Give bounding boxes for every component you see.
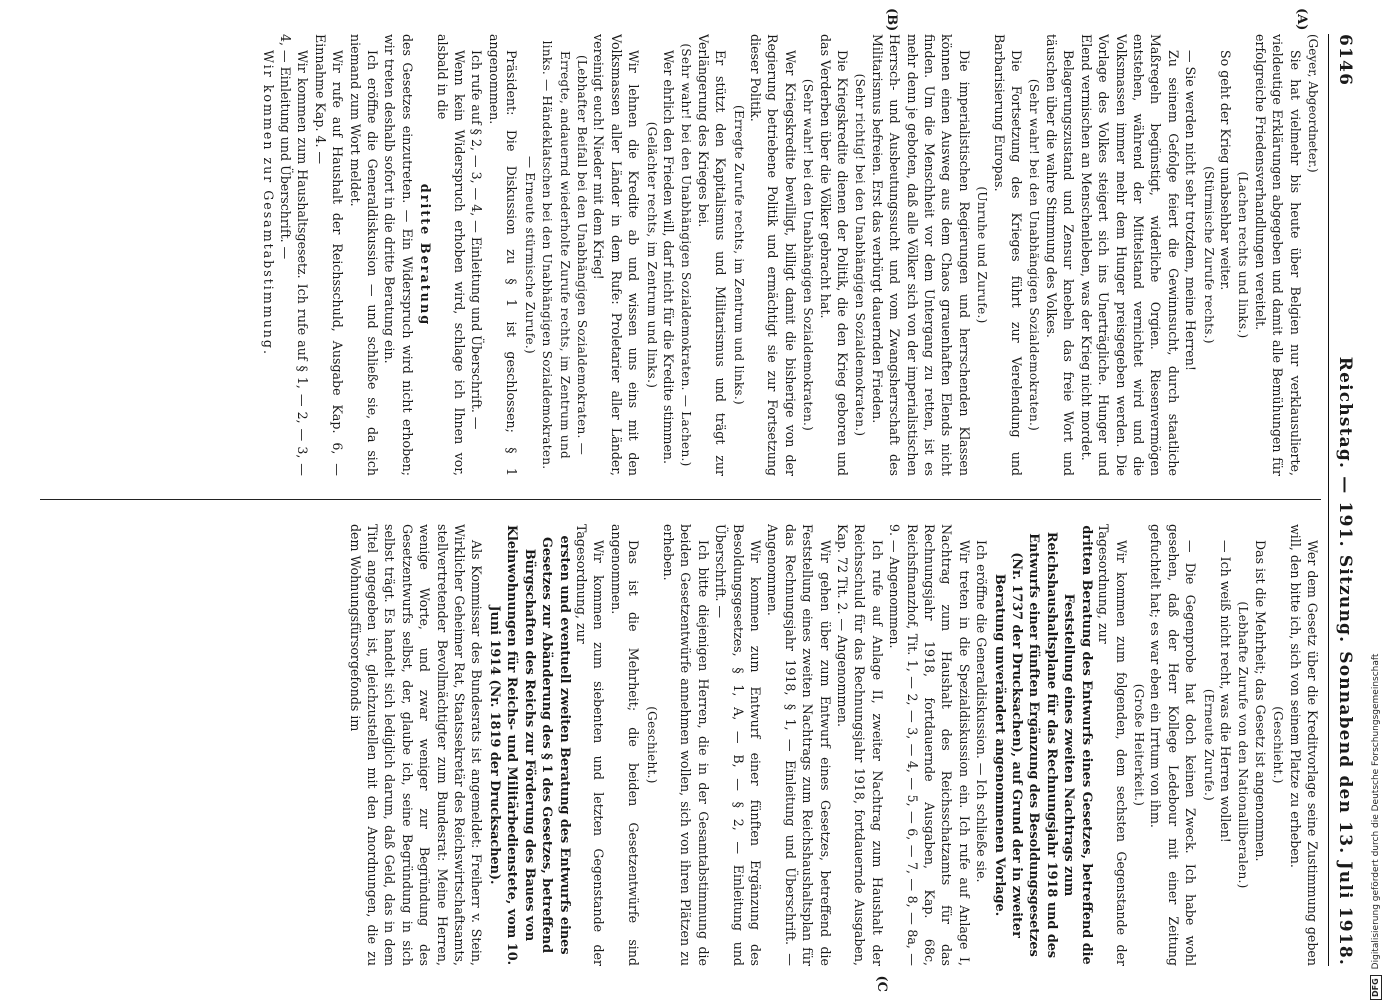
margin-mark-b: (B)	[884, 8, 899, 32]
session-date: Sonnabend den 13. Juli 1918.	[1335, 651, 1355, 966]
paragraph: So geht der Krieg unabsehbar weiter.	[1217, 50, 1233, 291]
paragraph: Wir lehnen die Kredite ab und wissen uns eins mit den Volksmassen aller Länder in dem Rufe: Proletarier aller Länder, vereinigt euch! Nieder mit dem Krieg!	[591, 34, 642, 476]
stage-direction: (Große Heiterkeit.)	[1131, 683, 1146, 807]
digitization-credit	[1369, 8, 1383, 1000]
text-columns	[40, 8, 1321, 992]
paragraph: Wir kommen zum Entwurf einer fünften Ergänzung des Besoldungsgesetzes, § 1, A, — B, — § 2, — Einleitung und Überschrift. —	[713, 524, 763, 966]
paragraph: Er stützt den Kapitalismus und Militarismus und trägt zur Verlängerung des Krieges bei.	[695, 34, 729, 476]
paragraph: Die Fortsetzung des Krieges führt zur Verelendung und Barbarisierung Europas.	[991, 34, 1025, 476]
paragraph: Die Kriegskredite dienen der Politik, die den Krieg geboren und das Verderben über die Völker gebracht hat.	[817, 34, 851, 476]
paragraph: Wer Kriegskredite bewilligt, billigt damit die bisherige von der Regierung betriebene Politik und ermächtigt sie zur Fortsetzung dieser Politik.	[748, 34, 798, 476]
credit-text: Digitalisierung gefördert durch die Deutsche Forschungsgemeinschaft	[1371, 653, 1381, 970]
stage-direction: (Lachen rechts und links.)	[1236, 171, 1251, 339]
section-heading: dritte Beratung	[417, 183, 433, 327]
paragraph: Wer ehrlich den Frieden will, darf nicht für die Kredite stimmen.	[660, 50, 676, 465]
speaker-label: (Geyer, Abgeordneter.)	[1306, 34, 1320, 173]
paragraph: Das ist die Mehrheit; das Gesetz ist angenommen.	[1252, 540, 1268, 862]
paragraph: — Ich weiß nicht recht, was die Herren wollen!	[1217, 540, 1233, 843]
paragraph: Die imperialistischen Regierungen und herrschenden Klassen können einen Ausweg aus dem Chaos grauenhaften Elends nicht finden. Um die Menschheit vor dem Untergang zu retten, ist es mehr denn je geboten, daß alle Völker sich von der imperialistischen Herrsch- und Ausbeutungssucht und vom Zwangsherrschaft des Militarismus befreien. Erst das verbürgt dauernden Frieden.	[869, 34, 972, 476]
stage-direction: (Gelächter rechts, im Zentrum und links.)	[644, 121, 659, 389]
credit-line	[1369, 8, 1383, 1000]
paragraph: Wir kommen zum folgenden, dem sechsten Gegenstande der Tagesordnung, zur	[1096, 524, 1129, 966]
paragraph: Ich rufe auf Anlage II, zweiter Nachtrag zum Haushalt der Reichsschuld für das Rechnungsjahr 1918, fortdauernde Ausgaben, Kap. 72 Tit. 2. — Angenommen.	[835, 524, 885, 966]
paragraph: Wir kommen zur Gesamtabstimmung.	[260, 50, 276, 356]
stage-direction: (Sehr wahr! bei den Unabhängigen Sozialdemokraten.)	[801, 78, 816, 432]
agenda-item-heading: dritten Beratung des Entwurfs eines Gesetzes, betreffend die Feststellung eines zweiten Nachtrags zum Reichshaushaltsplane für das Rechnungsjahr 1918 und des Entwurfs einer fünften Ergänzung des Besoldungsgesetzes (Nr. 1737 der Drucksachen), auf Grund der in zweiter Beratung unverändert angenommenen Vorlage.	[991, 525, 1094, 965]
paragraph: — Die Gegenprobe hat doch keinen Zweck. Ich habe wohl gesehen, daß der Herr Kollege Ledebour mit einer Zeitung gefuchtelt hat; es war eben ein Irrtum von ihm.	[1148, 524, 1199, 966]
paragraph: Ich eröffne die Generaldiskussion. — Ich schließe sie.	[974, 540, 990, 883]
right-column	[40, 524, 1321, 966]
stage-direction: (Lebhafte Zurufe von den Nationalliberalen.)	[1236, 601, 1251, 889]
paragraph: Ich eröffne die Generaldiskussion — und schließe sie, da sich niemand zum Wort meldet.	[347, 34, 381, 476]
paragraph: des Gesetzes einzutreten. — Ein Widerspruch wird nicht erhoben; wir treten deshalb sofort in die dritte Beratung ein.	[382, 34, 415, 476]
page-title: Reichstag. — 191. Sitzung.	[1335, 356, 1355, 644]
paragraph: Sie hat vielmehr bis heute über Belgien nur verklausulierte, vieldeutige Erklärungen abgegeben und damit alle Bemühungen für erfolgreiche Friedensverhandlungen vereitelt.	[1252, 34, 1303, 476]
paragraph: Wir kommen zum Haushaltsgesetz. Ich rufe auf § 1, — 2, — 3, — 4, — Einleitung und Überschrift. —	[278, 34, 311, 476]
paragraph: — Sie werden nicht sehr trotzdem, meine Herren!	[1183, 50, 1199, 371]
paragraph: Ich bitte diejenigen Herren, die in der Gesamtabstimmung die beiden Gesetzentwürfe annehmen wollen, sich von ihren Plätzen zu erheben.	[660, 524, 711, 966]
paragraph: Als Kommissar des Bundesrats ist angemeldet: Freiherr v. Stein, Wirklicher Geheimer Rat, Staatssekretär des Reichswirtschaftsamts, stellvertretender Bevollmächtigter zum Bundesrat: Meine Herren, wenige Worte, und zwar weniger zur Begründung des Gesetzentwurfs selbst, der, glaube ich, seine Begründung in sich selbst trägt. Es handelt sich lediglich darum, daß Geld, das in dem Titel angegeben ist, gleichzustellen mit den Anordnungen, die zu dem Wohnungsfürsorgefonds im	[347, 524, 485, 966]
dfg-logo: DFG	[1370, 975, 1382, 1000]
paragraph: Belagerungszustand und Zensur knebeln das freie Wort und täuschen über die wahre Stimmung des Volkes.	[1043, 34, 1077, 476]
paragraph: Wir rufe auf Haushalt der Reichsschuld, Ausgabe Kap. 6, — Einnahme Kap. 4. —	[312, 34, 346, 476]
margin-mark-a: (A)	[1294, 8, 1309, 31]
stage-direction: (Sehr wahr! bei den Unabhängigen Sozialdemokraten.)	[1027, 78, 1042, 432]
paragraph: Wer dem Gesetz über die Kreditvorlage seine Zustimmung geben will, den bitte ich, sich von seinem Platze zu erheben.	[1287, 524, 1320, 966]
page-header	[1328, 34, 1357, 966]
margin-mark-c: (C	[874, 975, 889, 992]
stage-direction: (Unruhe und Zurufe.)	[975, 186, 990, 324]
left-column	[40, 34, 1321, 476]
stage-direction: (Sehr wahr! bei den Unabhängigen Sozialdemokraten. — Lachen.)	[679, 43, 694, 467]
column-divider	[40, 499, 1321, 500]
stage-direction: (Geschieht.)	[1271, 706, 1286, 784]
stage-direction: (Sehr richtig! bei den Unabhängigen Sozialdemokraten.)	[853, 73, 868, 437]
paragraph: Zu seinem Gefolge feiert die Gewinnsucht, durch staatliche Maßregeln begünstigt, widerliche Orgien. Riesenvermögen entstehen, während der Mittelstand vernichtet wird und die Volksmassen immer mehr dem Hunger preisgegeben werden. Die Vorlage des Volkes steigert sich ins Unerträgliche. Hunger und Elend vermischen an Menschenleben, was der Krieg nicht mordet.	[1078, 34, 1181, 476]
paragraph: Präsident: Die Diskussion zu § 1 ist geschlossen; § 1 angenommen.	[486, 34, 520, 476]
stage-direction: (Lebhafter Beifall bei den Unabhängigen Sozialdemokraten. — Erregte, andauernd wiederholte Zurufe rechts, im Zentrum und links. — Händeklatschen bei den Unabhängigen Sozialdemokraten. — Erneute stürmische Zurufe.)	[522, 40, 589, 470]
paragraph: Wir gehen über zum Entwurf eines Gesetzes, betreffend die Feststellung eines zweiten Nachtrags zum Reichshaushaltsplan für das Rechnungsjahr 1918, § 1, — Einleitung und Überschrift. — Angenommen.	[765, 524, 833, 966]
paragraph: Wir kommen zum siebenten und letzten Gegenstande der Tagesordnung, zur	[573, 524, 607, 966]
stage-direction: (Erneute Zurufe.)	[1201, 688, 1216, 802]
paragraph: Wenn kein Widerspruch erhoben wird, schlage ich Ihnen vor, alsbald in die	[434, 34, 468, 476]
stage-direction: (Erregte Zurufe rechts, im Zentrum und links.)	[731, 105, 746, 405]
agenda-item-heading: ersten und eventuell zweiten Beratung des Entwurfs eines Gesetzes zur Abänderung des § 1 des Gesetzes, betreffend Bürgschaften des Reichs zur Förderung des Baues von Kleinwohnungen für Reichs- und Militärbedienstete, vom 10. Juni 1914 (Nr. 1819 der Drucksachen).	[486, 524, 572, 966]
paragraph: Das ist die Mehrheit; die beiden Gesetzentwürfe sind angenommen.	[608, 524, 642, 966]
stage-direction: (Geschieht.)	[644, 706, 659, 784]
stage-direction: (Stürmische Zurufe rechts.)	[1201, 166, 1216, 344]
page-number: 6146	[1335, 34, 1355, 87]
paragraph: Ich rufe auf § 2, — 3, — 4, — Einleitung und Überschrift. —	[469, 50, 485, 430]
paragraph: Wir treten in die Spezialdiskussion ein. Ich rufe auf Anlage I, Nachtrag zum Haushalt des Reichsschatzamts für das Rechnungsjahr 1918, fortdauernde Ausgaben, Kap. 68c, Reichsfinanzhof, Tit. 1, — 2, — 3, — 4, — 5, — 6, — 7, — 8, — 8a, — 9. — Angenommen.	[887, 524, 972, 966]
